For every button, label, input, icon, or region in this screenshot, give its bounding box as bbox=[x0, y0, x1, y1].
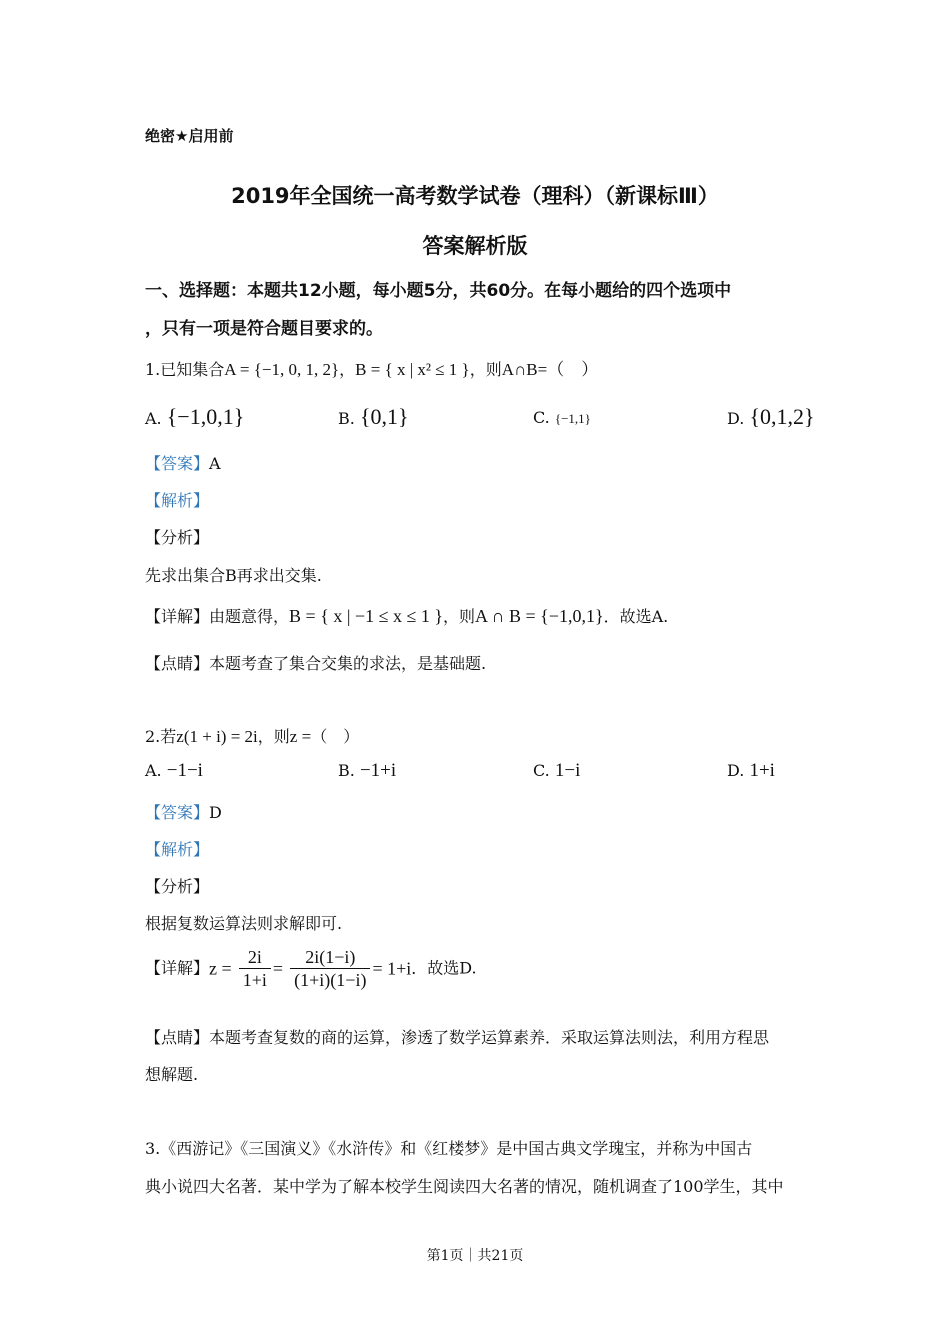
fraction-denominator: 1+i bbox=[242, 970, 267, 990]
option-label: C. bbox=[533, 761, 550, 780]
detail-text: 由题意得， bbox=[209, 607, 290, 626]
answer-value: A bbox=[209, 454, 221, 473]
q2-then: ，则 bbox=[257, 727, 290, 746]
detail-math: A ∩ B = {−1,0,1} bbox=[475, 606, 604, 626]
comment-label: 【点睛】 bbox=[145, 1028, 210, 1047]
q1-option-b bbox=[338, 404, 409, 430]
q2-comment-line2: 想解题. bbox=[145, 1065, 199, 1084]
q2-fenxi-text: 根据复数运算法则求解即可. bbox=[145, 914, 343, 933]
q1-intersection: A∩B=（ ） bbox=[501, 360, 599, 379]
q2-comment-line1 bbox=[145, 1025, 769, 1048]
detail-label: 【详解】 bbox=[145, 607, 210, 626]
q1-fenxi-label: 【分析】 bbox=[145, 528, 210, 547]
q1-option-c bbox=[533, 408, 591, 427]
option-value: {−1,0,1} bbox=[166, 404, 245, 429]
detail-result: = 1+i bbox=[372, 958, 412, 979]
q1-fenxi-text: 先求出集合B再求出交集. bbox=[145, 566, 322, 585]
option-label: D. bbox=[727, 761, 745, 780]
option-label: B. bbox=[338, 409, 355, 428]
option-label: A. bbox=[145, 409, 162, 428]
detail-text: ．故选A. bbox=[603, 607, 669, 626]
q2-equation: z(1 + i) = 2i bbox=[176, 727, 258, 746]
q1-detail bbox=[145, 604, 668, 627]
page-subtitle: 答案解析版 bbox=[422, 234, 528, 258]
option-value: {0,1,2} bbox=[749, 404, 815, 429]
answer-label: 【答案】 bbox=[145, 803, 210, 822]
q1-prefix: 1.已知集合 bbox=[145, 360, 225, 379]
q2-analysis-label: 【解析】 bbox=[145, 840, 210, 859]
detail-math: B = { x | −1 ≤ x ≤ 1 } bbox=[289, 606, 443, 626]
fraction-denominator: (1+i)(1−i) bbox=[294, 970, 367, 990]
page-footer: 第1页｜共21页 bbox=[426, 1248, 524, 1264]
option-label: A. bbox=[145, 761, 162, 780]
fraction-numerator: 2i(1−i) bbox=[290, 948, 370, 969]
option-value: 1−i bbox=[554, 760, 581, 781]
q1-analysis-label: 【解析】 bbox=[145, 491, 210, 510]
q1-then: ，则 bbox=[469, 360, 502, 379]
fraction-2 bbox=[290, 948, 370, 989]
option-value: {−1,1} bbox=[554, 411, 591, 426]
section-heading-line2: ，只有一项是符合题目要求的。 bbox=[145, 319, 383, 339]
question-3-line1: 3.《西游记》《三国演义》《水浒传》和《红楼梦》是中国古典文学瑰宝，并称为中国古 bbox=[145, 1139, 753, 1158]
option-value: −1+i bbox=[359, 760, 397, 781]
q2-option-b bbox=[338, 760, 396, 782]
detail-text: ，则 bbox=[442, 607, 475, 626]
q2-option-c bbox=[533, 760, 580, 782]
q1-option-a bbox=[145, 404, 244, 430]
page-title: 2019年全国统一高考数学试卷（理科）（新课标Ⅲ） bbox=[231, 184, 719, 208]
q1-set-b: B = { x | x² ≤ 1 } bbox=[355, 360, 470, 379]
q2-detail bbox=[145, 948, 477, 989]
section-heading-line1: 一、选择题：本题共12小题，每小题5分，共60分。在每小题给的四个选项中 bbox=[145, 281, 732, 301]
question-1-stem bbox=[145, 355, 598, 380]
detail-z: z = bbox=[209, 958, 232, 979]
option-label: B. bbox=[338, 761, 355, 780]
equals-sign: = bbox=[272, 958, 284, 979]
q1-comma: ， bbox=[339, 360, 356, 379]
detail-label: 【详解】 bbox=[145, 958, 210, 978]
option-label: C. bbox=[533, 408, 550, 427]
q2-option-a bbox=[145, 760, 203, 782]
q2-answer bbox=[145, 800, 222, 823]
detail-text: ．故选D. bbox=[411, 958, 477, 978]
option-value: −1−i bbox=[166, 760, 203, 781]
comment-text: 本题考查了集合交集的求法，是基础题. bbox=[209, 654, 487, 673]
q2-prefix: 2.若 bbox=[145, 727, 177, 746]
q1-comment bbox=[145, 651, 486, 674]
q2-fenxi-label: 【分析】 bbox=[145, 877, 210, 896]
fraction-1 bbox=[239, 948, 271, 989]
option-value: 1+i bbox=[749, 760, 775, 781]
fraction-numerator: 2i bbox=[239, 948, 271, 969]
comment-label: 【点睛】 bbox=[145, 654, 210, 673]
question-2-stem bbox=[145, 724, 359, 747]
q1-option-d bbox=[727, 404, 815, 430]
answer-label: 【答案】 bbox=[145, 454, 210, 473]
q2-z: z = bbox=[289, 727, 312, 746]
answer-value: D bbox=[209, 803, 222, 822]
comment-text: 本题考查复数的商的运算，渗透了数学运算素养．采取运算法则法，利用方程思 bbox=[209, 1028, 770, 1047]
confidential-label: 绝密★启用前 bbox=[145, 127, 234, 145]
q1-answer bbox=[145, 451, 221, 474]
option-value: {0,1} bbox=[359, 404, 409, 429]
option-label: D. bbox=[727, 409, 745, 428]
q2-option-d bbox=[727, 760, 775, 782]
q2-paren: （ ） bbox=[311, 727, 360, 746]
q1-set-a: A = {−1, 0, 1, 2} bbox=[224, 360, 340, 379]
question-3-line2: 典小说四大名著．某中学为了解本校学生阅读四大名著的情况，随机调查了100学生，其中 bbox=[145, 1177, 784, 1196]
